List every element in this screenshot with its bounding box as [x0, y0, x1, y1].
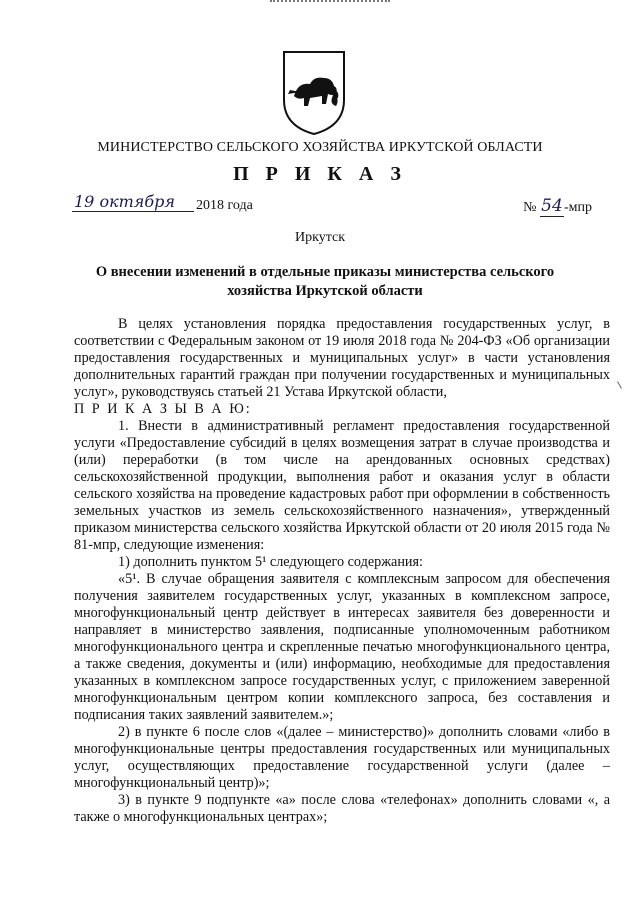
number-suffix: -мпр — [563, 200, 592, 215]
irkutsk-coat-of-arms-icon — [280, 48, 348, 136]
document-number — [523, 196, 592, 217]
document-type: П Р И К А З — [233, 163, 407, 185]
order-directive: П Р И К А З Ы В А Ю: — [74, 401, 252, 417]
subitem-1-paragraph: 1) дополнить пунктом 5¹ следующего содержания: — [118, 554, 423, 570]
handwritten-number: 54 — [541, 196, 563, 216]
order-subject: О внесении изменений в отдельные приказы министерства сельского хозяйства Иркутской области — [95, 264, 555, 299]
quoted-clause-paragraph: «5¹. В случае обращения заявителя с комплексным запросом для обеспечения получения заявителем государственных услуг, указанных в комплексном запросе, многофункциональный центр действует в интересах заявителя без доверенности и направляет в министерство заявления, подписанные уполномоченным работником многофункционального центра и скрепленные печатью многофункционального центра, а также сведения, документы и (или) информацию, необходимые для предоставления указанных в комплексном запросе государственных услуг, с приложением заверенной многофункциональным центром копии комплексного запроса, без составления и подписания таких заявлений заявителем.»; — [74, 571, 610, 723]
handwritten-date: 19 октября — [72, 192, 194, 212]
date-number-row — [72, 192, 592, 220]
ministry-name: МИНИСТЕРСТВО СЕЛЬСКОГО ХОЗЯЙСТВА ИРКУТСКОЙ ОБЛАСТИ — [97, 140, 543, 155]
scan-artifact — [617, 381, 622, 388]
scan-artifact — [270, 0, 390, 4]
number-prefix: № — [523, 200, 537, 215]
order-body — [74, 316, 610, 826]
city: Иркутск — [294, 230, 346, 245]
subitem-3-paragraph: 3) в пункте 9 подпункте «а» после слова «телефонах» дополнить словами «, а также о многофункциональных центрах»; — [74, 792, 610, 825]
date-year: 2018 года — [196, 198, 253, 213]
preamble-paragraph: В целях установления порядка предоставления государственных услуг, в соответствии с Федеральным законом от 19 июля 2018 года № 204-ФЗ «Об организации предоставления государственных и муниципальных услуг» в части установления дополнительных гарантий граждан при получении государственных и муниципальных услуг», руководствуясь статьей 21 Устава Иркутской области, — [74, 316, 610, 400]
subitem-2-paragraph: 2) в пункте 6 после слов «(далее – министерство)» дополнить словами «либо в многофункциональные центры предоставления государственных или муниципальных услуг, осуществляющих предоставление государственной услуги (далее – многофункциональный центр)»; — [74, 724, 610, 791]
item-1-paragraph: 1. Внести в административный регламент предоставления государственной услуги «Предоставление субсидий в целях возмещения затрат в случае производства и (или) переработки (в том числе на арендованных основных средствах) сельскохозяйственной продукции, выполнения работ и оказания услуг в области сельского хозяйства на проведение кадастровых работ при оформлении в собственность земельных участков из земель сельскохозяйственного назначения», утвержденный приказом министерства сельского хозяйства Иркутской области от 20 июля 2015 года № 81-мпр, следующие изменения: — [74, 418, 610, 553]
